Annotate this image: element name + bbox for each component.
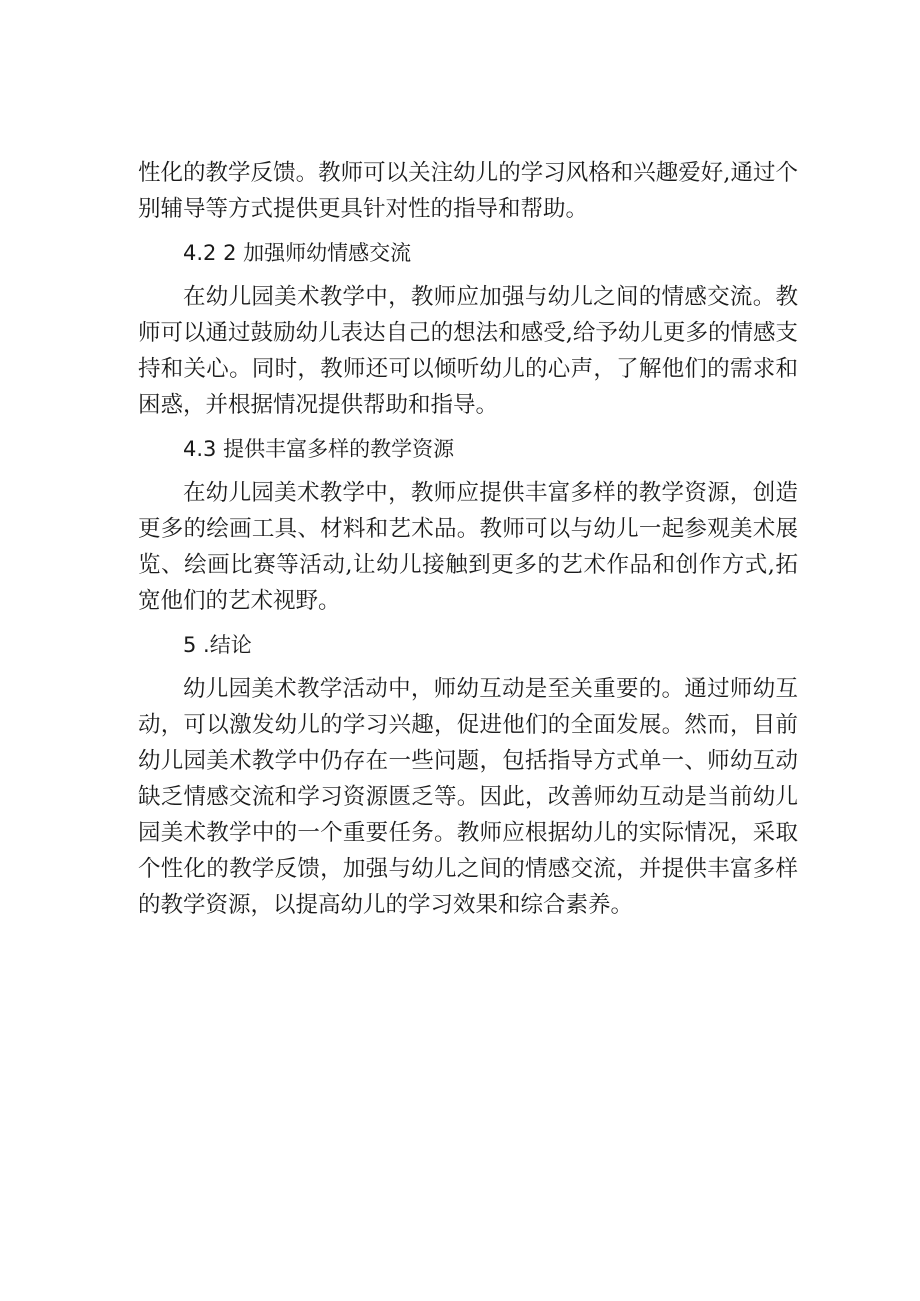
- paragraph-continuation: 性化的教学反馈。教师可以关注幼儿的学习风格和兴趣爱好,通过个别辅导等方式提供更具针对性的指导和帮助。: [138, 160, 798, 222]
- paragraph-teaching-resources: 在幼儿园美术教学中，教师应提供丰富多样的教学资源，创造更多的绘画工具、材料和艺术品。教师可以与幼儿一起参观美术展览、绘画比赛等活动,让幼儿接触到更多的艺术作品和创作方式,拓宽他们的艺术视野。: [138, 480, 798, 614]
- section-heading-4-2-2: 4.2 2 加强师幼情感交流: [183, 241, 412, 265]
- paragraph-conclusion: 幼儿园美术教学活动中，师幼互动是至关重要的。通过师幼互动，可以激发幼儿的学习兴趣，促进他们的全面发展。然而，目前幼儿园美术教学中仍存在一些问题，包括指导方式单一、师幼互动缺乏情感交流和学习资源匮乏等。因此，改善师幼互动是当前幼儿园美术教学中的一个重要任务。教师应根据幼儿的实际情况，采取个性化的教学反馈，加强与幼儿之间的情感交流，并提供丰富多样的教学资源，以提高幼儿的学习效果和综合素养。: [138, 676, 798, 918]
- section-heading-conclusion: 5 .结论: [183, 633, 252, 657]
- section-heading-4-3: 4.3 提供丰富多样的教学资源: [183, 437, 455, 461]
- document-body: [138, 155, 798, 931]
- paragraph-emotional-communication: 在幼儿园美术教学中，教师应加强与幼儿之间的情感交流。教师可以通过鼓励幼儿表达自己的想法和感受,给予幼儿更多的情感支持和关心。同时，教师还可以倾听幼儿的心声，了解他们的需求和困惑，并根据情况提供帮助和指导。: [138, 284, 798, 418]
